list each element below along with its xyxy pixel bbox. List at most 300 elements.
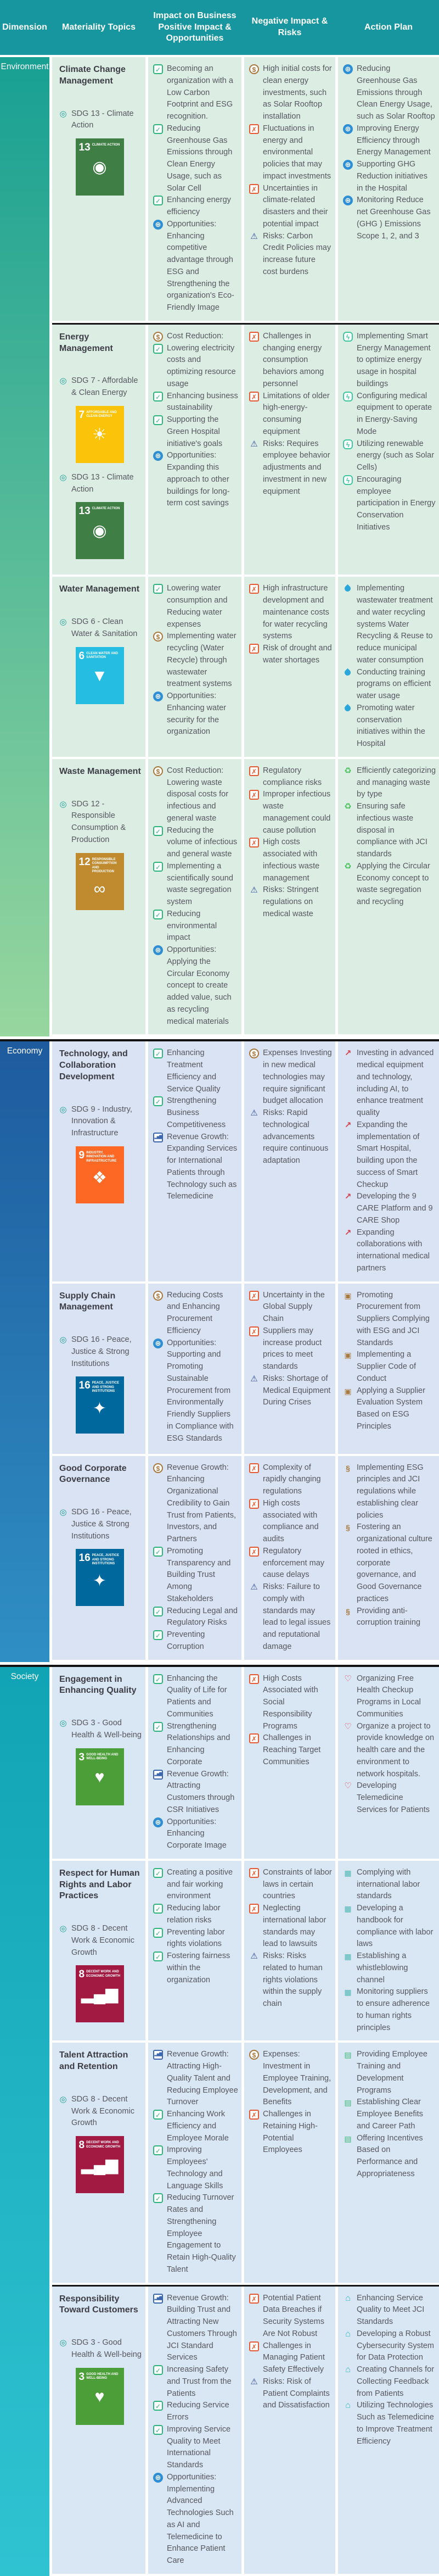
action-bullet: [343, 1047, 436, 1119]
negative-bullet: [249, 1498, 332, 1546]
materiality-row: [52, 1456, 439, 1660]
action-cell: [338, 325, 439, 575]
negative-cell: [244, 325, 335, 575]
negative-bullet: [249, 1950, 332, 2010]
positive-bullet: [153, 583, 238, 631]
bullet-text: Potential Patient Data Breaches if Security Systems Are Not Robust: [263, 2293, 324, 2338]
bullet-text: Reducing Turnover Rates and Strengthening Employee Engagement to Retain High-Quality Talent: [167, 2193, 236, 2274]
xbox-icon: ✗: [249, 1463, 259, 1473]
sdg-tile: [76, 1146, 124, 1203]
topic-cell: [52, 1041, 145, 1281]
positive-bullet: [153, 2424, 238, 2472]
target-icon: ◎: [59, 2338, 67, 2348]
negative-cell: [244, 1667, 335, 1859]
action-bullet: [343, 2293, 436, 2328]
materiality-row: [52, 2043, 439, 2282]
bullet-text: Limitations of older high-energy-consuming equipment: [263, 391, 330, 436]
sdg-tile-caption: DECENT WORK AND ECONOMIC GROWTH: [86, 2141, 121, 2149]
money-icon: $: [249, 64, 259, 74]
bullet-text: Developing a Robust Cybersecurity System for Data Protection: [357, 2329, 435, 2362]
check-icon: ✓: [153, 344, 163, 354]
action-bullet: [343, 2400, 436, 2447]
scroll-icon: §: [346, 1607, 350, 1616]
action-bullet: [343, 1191, 436, 1226]
bullet-text: Risks: Shortage of Medical Equipment During Crises: [263, 1374, 331, 1407]
bullet-text: Reducing Greenhouse Gas Emissions through Clean Energy Usage, such as Solar Cell: [167, 124, 233, 193]
dimension-label: Environment: [1, 62, 49, 71]
money-icon: $: [153, 766, 163, 776]
positive-cell: [148, 325, 241, 575]
bullet-text: Creating Channels for Collecting Feedback from Patients: [357, 2365, 435, 2398]
materiality-row: [52, 57, 439, 321]
bullet-text: Challenges in changing energy consumption behaviors among personnel: [263, 331, 324, 388]
bullet-text: Investing in advanced medical equipment and technology, including AI, to enhance treatment quality: [357, 1049, 434, 1118]
topic-title: Responsibility Toward Customers: [59, 2294, 138, 2315]
topic-title: Respect for Human Rights and Labor Practices: [59, 1868, 140, 1901]
bullet-text: Revenue Growth: Expanding Services for International Patients through Technology such as Telemedicine: [167, 1132, 238, 1201]
bullet-text: High Costs Associated with Social Responsibility Programs: [263, 1674, 318, 1731]
bullet-text: Organizing Free Health Checkup Programs in Local Communities: [357, 1674, 421, 1719]
action-cell: [338, 1456, 439, 1660]
check-icon: ✓: [153, 826, 163, 836]
sdg-tile-header: [79, 2372, 121, 2382]
bullet-text: Reducing the volume of infectious and general waste: [167, 826, 238, 859]
positive-bullet: [153, 63, 238, 123]
positive-bullet: [153, 765, 238, 825]
negative-bullet: [249, 2049, 332, 2109]
sdg-label-text: SDG 3 - Good Health & Well-being: [71, 1719, 142, 1739]
action-bullet: [343, 474, 436, 534]
check-icon: ✓: [153, 2401, 163, 2411]
bullet-text: Risks: Risks related to human rights violations within the supply chain: [263, 1951, 323, 2009]
battery-icon: ϟ: [343, 475, 353, 485]
bullet-text: Promoting Transparency and Building Trust Among Stakeholders: [167, 1546, 231, 1603]
bullet-text: Opportunities: Enhancing water security for the organization: [167, 692, 227, 737]
sdg-tile-number: 16: [78, 1552, 91, 1564]
globe-icon: ⊕: [343, 124, 353, 134]
header-materiality-topics: Materiality Topics: [62, 22, 136, 32]
rows-container: [52, 1667, 439, 2576]
bullet-text: Improving Energy Efficiency through Energy Management: [357, 124, 431, 157]
negative-cell: [244, 2043, 335, 2282]
sdg-tile-number: 6: [78, 650, 85, 662]
bullet-text: Challenges in Managing Patient Safety Effectively: [263, 2341, 325, 2374]
section-economy: [0, 1039, 439, 1661]
bullet-text: Encouraging employee participation in Energy Conservation Initiatives: [357, 475, 436, 532]
positive-bullet: [153, 1047, 238, 1095]
target-icon: ◎: [59, 799, 67, 809]
battery-icon: ϟ: [343, 332, 353, 342]
action-bullet: [343, 438, 436, 474]
positive-bullet: [153, 690, 238, 738]
topic-cell: [52, 1456, 145, 1660]
bullet-text: Regulatory enforcement may cause delays: [263, 1546, 325, 1580]
risk-icon: ⚠: [250, 885, 258, 895]
globe-icon: ⊕: [153, 1817, 163, 1827]
sdg-label-text: SDG 13 - Climate Action: [71, 472, 134, 494]
bullet-text: Implementing a scientifically sound waste segregation system: [167, 861, 233, 907]
heart-icon: ♡: [344, 1721, 352, 1731]
drop-icon: [343, 584, 353, 594]
bullet-text: Opportunities: Supporting and Promoting Sustainable Procurement from Environmentally Friendly Suppliers in Compliance with ESG Standards: [167, 1338, 234, 1443]
header-negative-impact: Negative Impact & Risks: [251, 16, 328, 37]
action-cell: [338, 577, 439, 757]
positive-bullet: [153, 1769, 238, 1816]
bullet-text: Enhancing Work Efficiency and Employee Morale: [167, 2110, 229, 2143]
header-positive-impact: Impact on Business Positive Impact & Opportunities: [153, 10, 237, 43]
sdg-tile: [76, 138, 124, 196]
bullet-text: Complying with international labor standards: [357, 1867, 420, 1901]
xbox-icon: ✗: [249, 2341, 259, 2351]
xbox-icon: ✗: [249, 124, 259, 134]
sdg-tile-glyph: ◉: [92, 158, 107, 177]
action-cell: [338, 2043, 439, 2282]
chart-icon: ▂▅▇: [153, 2294, 163, 2304]
action-bullet: [343, 667, 436, 702]
risk-icon: ⚠: [250, 231, 258, 241]
action-bullet: [343, 1605, 436, 1630]
positive-bullet: [153, 2049, 238, 2109]
building-icon: ▦: [344, 1868, 352, 1877]
action-bullet: [343, 2364, 436, 2400]
recycle-icon: ♻: [344, 802, 352, 812]
xbox-icon: ✗: [249, 1291, 259, 1301]
bullet-text: Strengthening Relationships and Enhancing Corporate: [167, 1721, 230, 1766]
xbox-icon: ✗: [249, 392, 259, 402]
positive-cell: [148, 1284, 241, 1454]
target-icon: ◎: [59, 1508, 67, 1518]
negative-cell: [244, 1284, 335, 1454]
action-bullet: [343, 2133, 436, 2181]
topic-cell: [52, 2043, 145, 2282]
risk-icon: ⚠: [250, 1108, 258, 1118]
idcard-icon: ▤: [344, 2134, 352, 2143]
sdg-tile-caption: PEACE, JUSTICE AND STRONG INSTITUTIONS: [92, 1554, 119, 1566]
topic-cell: [52, 1284, 145, 1454]
bullet-text: Expanding the implementation of Smart Hospital, building upon the success of Smart Checkup: [357, 1120, 420, 1189]
bullet-text: Fostering an organizational culture rooted in ethics, corporate governance, and Good Governance practices: [357, 1523, 432, 1603]
materiality-row: [52, 1041, 439, 1281]
risk-icon: ⚠: [250, 1951, 258, 1961]
target-icon: ◎: [59, 1105, 67, 1114]
sdg-tile-caption: INDUSTRY, INNOVATION AND INFRASTRUCTURE: [86, 1151, 117, 1163]
positive-bullet: [153, 1131, 238, 1203]
check-icon: ✓: [153, 862, 163, 872]
bullet-text: Enhancing Service Quality to Meet JCI Standards: [357, 2293, 425, 2327]
negative-bullet: [249, 1107, 332, 1167]
xbox-icon: ✗: [249, 332, 259, 342]
positive-bullet: [153, 1903, 238, 1927]
globe-icon: ⊕: [153, 2473, 163, 2483]
sdg-tile-glyph: ♥: [94, 2387, 105, 2406]
check-icon: ✓: [153, 196, 163, 205]
sdg-tile-number: 16: [78, 1380, 91, 1392]
money-icon: $: [153, 332, 163, 342]
check-icon: ✓: [153, 2365, 163, 2375]
money-icon: $: [153, 1291, 163, 1301]
check-icon: ✓: [153, 64, 163, 74]
bullet-text: Developing the 9 CARE Platform and 9 CARE Shop: [357, 1192, 433, 1225]
target-icon: ◎: [59, 2094, 67, 2104]
materiality-row: [52, 2285, 439, 2574]
bullet-text: Lowering water consumption and Reducing water expenses: [167, 584, 228, 629]
materiality-row: [52, 759, 439, 1035]
sdg-label-text: SDG 7 - Affordable & Clean Energy: [71, 376, 138, 398]
negative-bullet: [249, 231, 332, 278]
sdg-tile-number: 12: [78, 856, 91, 868]
bullet-text: Revenue Growth: Attracting Customers through CSR Initiatives: [167, 1769, 235, 1814]
topic-cell: [52, 1861, 145, 2041]
sdg-tile: [76, 1748, 124, 1805]
sdg-label-text: SDG 6 - Clean Water & Sanitation: [71, 617, 138, 638]
action-bullet: [343, 2328, 436, 2364]
sdg-label-text: SDG 8 - Decent Work & Economic Growth: [71, 2094, 134, 2128]
sdg-tile-header: [79, 142, 121, 153]
bullet-text: Expenses Investing in new medical technologies may require significant budget allocation: [263, 1049, 332, 1106]
bullet-text: Opportunities: Applying the Circular Economy concept to create added value, such as recycling medical materials: [167, 945, 232, 1026]
bullet-text: Uncertainties in climate-related disasters and their potential impact: [263, 183, 328, 228]
positive-bullet: [153, 1867, 238, 1903]
positive-bullet: [153, 1095, 238, 1131]
action-bullet: [343, 1349, 436, 1385]
topic-cell: [52, 759, 145, 1035]
sdg-tile-header: [79, 1969, 121, 1980]
xbox-icon: ✗: [249, 790, 259, 800]
bullet-text: Implementing a Supplier Code of Conduct: [357, 1350, 417, 1383]
dimension-label: Economy: [7, 1046, 43, 1056]
sdg-tile: [76, 853, 124, 910]
bullet-text: Conducting training programs on efficient water usage: [357, 667, 431, 701]
sdg-label: [58, 472, 142, 496]
target-icon: ◎: [59, 109, 67, 119]
dimension-sidebar: [0, 1041, 49, 1661]
action-bullet: [343, 2049, 436, 2097]
xbox-icon: ✗: [249, 838, 259, 847]
bullet-text: Establishing a whistleblowing channel: [357, 1951, 408, 1984]
topic-title: Engagement in Enhancing Quality: [59, 1674, 137, 1696]
sdg-tile-header: [79, 506, 121, 516]
check-icon: ✓: [153, 1630, 163, 1640]
action-bullet: [343, 1903, 436, 1950]
positive-bullet: [153, 1546, 238, 1605]
target-icon: ◎: [59, 1924, 67, 1934]
bullet-text: Risk of drought and water shortages: [263, 644, 332, 665]
action-cell: [338, 1861, 439, 2041]
scroll-icon: §: [346, 1463, 350, 1473]
bullet-text: Promoting Procurement from Suppliers Complying with ESG and JCI Standards: [357, 1290, 430, 1347]
topic-title: Supply Chain Management: [59, 1291, 116, 1312]
topic-cell: [52, 2287, 145, 2574]
sdg-label: [58, 1104, 142, 1140]
xbox-icon: ✗: [249, 1499, 259, 1509]
positive-cell: [148, 57, 241, 321]
action-bullet: [343, 1721, 436, 1781]
negative-bullet: [249, 1047, 332, 1107]
sdg-tile-caption: GOOD HEALTH AND WELL-BEING: [86, 1753, 119, 1761]
positive-bullet: [153, 908, 238, 944]
bullet-text: Enhancing the Quality of Life for Patients and Communities: [167, 1674, 227, 1719]
positive-bullet: [153, 1927, 238, 1951]
sdg-tile: [76, 1965, 124, 2022]
topic-title: Energy Management: [59, 332, 113, 353]
check-icon: ✓: [153, 2193, 163, 2203]
check-icon: ✓: [153, 1722, 163, 1732]
bullet-text: Opportunities: Implementing Advanced Technologies Such as AI and Telemedicine to Enhance Patient Care: [167, 2472, 234, 2566]
box-icon: ▣: [344, 1351, 352, 1360]
action-bullet: [343, 63, 436, 123]
risk-icon: ⚠: [250, 1374, 258, 1384]
check-icon: ✓: [153, 910, 163, 919]
bullet-text: Providing Employee Training and Development Programs: [357, 2050, 427, 2095]
sdg-tile-glyph: ♥: [94, 1767, 105, 1786]
bullet-text: Reducing Greenhouse Gas Emissions through Clean Energy Usage, such as Solar Rooftop: [357, 64, 435, 121]
dimension-sidebar: [0, 57, 49, 1036]
sdg-label: [58, 108, 142, 132]
check-icon: ✓: [153, 1674, 163, 1684]
topic-cell: [52, 325, 145, 575]
bullet-text: Implementing water recycling (Water Recycle) through wastewater treatment systems: [167, 632, 237, 689]
negative-cell: [244, 759, 335, 1035]
bullet-text: Neglecting international labor standards may lead to lawsuits: [263, 1904, 327, 1949]
sdg-label: [58, 375, 142, 399]
positive-bullet: [153, 631, 238, 690]
bullet-text: Implementing wastewater treatment and water recycling systems Water Recycling & Reuse to reduce municipal water consumption: [357, 584, 433, 665]
bullet-text: Providing anti-corruption training: [357, 1606, 421, 1627]
positive-bullet: [153, 2364, 238, 2400]
action-cell: [338, 1667, 439, 1859]
negative-bullet: [249, 789, 332, 837]
action-bullet: [343, 1119, 436, 1191]
bullet-text: Strengthening Business Competitiveness: [167, 1096, 226, 1129]
hospital-icon: ⌂: [345, 2365, 351, 2375]
negative-bullet: [249, 63, 332, 123]
sdg-label-text: SDG 13 - Climate Action: [71, 109, 134, 130]
bullet-text: Utilizing renewable energy (such as Solar Cells): [357, 439, 435, 472]
sdg-tile: [76, 502, 124, 559]
sdg-tile-header: [79, 410, 121, 420]
materiality-row: [52, 1861, 439, 2041]
check-icon: ✓: [153, 1928, 163, 1938]
xbox-icon: ✗: [249, 184, 259, 194]
target-icon: ◎: [59, 617, 67, 627]
materiality-row: [52, 577, 439, 757]
bullet-text: Enhancing energy efficiency: [167, 196, 231, 216]
positive-bullet: [153, 2109, 238, 2144]
xbox-icon: ✗: [249, 2110, 259, 2120]
sdg-tile-glyph: ☀: [92, 425, 107, 444]
globe-icon: ⊕: [153, 451, 163, 461]
bullet-text: Increasing Safety and Trust from the Patients: [167, 2365, 232, 2398]
bullet-text: Applying a Supplier Evaluation System Based on ESG Principles: [357, 1386, 425, 1431]
sdg-tile-caption: RESPONSIBLE CONSUMPTION AND PRODUCTION: [92, 857, 117, 874]
bullet-text: Offering Incentives Based on Performance and Appropriateness: [357, 2133, 423, 2178]
xbox-icon: ✗: [249, 1326, 259, 1336]
negative-bullet: [249, 438, 332, 498]
check-icon: ✓: [153, 1096, 163, 1106]
positive-bullet: [153, 1673, 238, 1721]
action-bullet: [343, 801, 436, 861]
sdg-label-text: SDG 9 - Industry, Innovation & Infrastructure: [71, 1105, 132, 1138]
sdg-tile-caption: CLIMATE ACTION: [92, 507, 120, 511]
bullet-text: Challenges in Reaching Target Communities: [263, 1733, 321, 1766]
sdg-tile-glyph: ∞: [93, 879, 106, 898]
bullet-text: Fostering fairness within the organization: [167, 1951, 230, 1984]
bullet-text: Reducing Service Errors: [167, 2401, 229, 2422]
negative-bullet: [249, 1462, 332, 1498]
bullet-text: Reducing Costs and Enhancing Procurement Efficiency: [167, 1290, 223, 1335]
negative-bullet: [249, 1290, 332, 1325]
negative-cell: [244, 2287, 335, 2574]
xbox-icon: ✗: [249, 1904, 259, 1914]
bullet-text: Utilizing Technologies Such as Telemedicine to Improve Treatment Efficiency: [357, 2401, 434, 2446]
sdg-tile-caption: CLEAN WATER AND SANITATION: [86, 651, 119, 660]
table-header: [0, 0, 439, 55]
sdg-label-text: SDG 12 - Responsible Consumption & Production: [71, 799, 126, 844]
globe-icon: ⊕: [343, 160, 353, 170]
hospital-icon: ⌂: [345, 2401, 351, 2411]
building-icon: ▦: [344, 1904, 352, 1914]
chart-icon: ▂▅▇: [153, 1133, 163, 1142]
positive-bullet: [153, 331, 238, 343]
target-icon: ◎: [59, 1335, 67, 1345]
globe-icon: ⊕: [343, 196, 353, 205]
bullet-text: Cost Reduction:: [167, 331, 224, 341]
bullet-text: Preventing labor rights violations: [167, 1927, 225, 1949]
positive-bullet: [153, 450, 238, 510]
risk-icon: ⚠: [250, 439, 258, 449]
topic-title: Waste Management: [59, 766, 141, 776]
bullet-text: Applying the Circular Economy concept to waste segregation and recycling: [357, 861, 430, 907]
bullet-text: Monitoring Reduce net Greenhouse Gas (GHG ) Emissions Scope 1, 2, and 3: [357, 196, 431, 241]
section-society: [0, 1665, 439, 2576]
sdg-tile: [76, 1376, 124, 1434]
negative-bullet: [249, 1325, 332, 1373]
check-icon: ✓: [153, 1049, 163, 1058]
bullet-text: Risks: Requires employee behavior adjustments and investment in new equipment: [263, 439, 330, 496]
check-icon: ✓: [153, 415, 163, 425]
target-icon: ◎: [59, 1719, 67, 1729]
bullet-text: Creating a positive and fair working environment: [167, 1867, 233, 1901]
bullet-text: Opportunities: Expanding this approach to other buildings for long-term cost savings: [167, 451, 230, 508]
negative-bullet: [249, 884, 332, 920]
bullet-text: Improving Employees' Technology and Language Skills: [167, 2145, 223, 2190]
hospital-icon: ⌂: [345, 2329, 351, 2339]
sdg-label: [58, 2094, 142, 2129]
sdg-tile-header: [79, 1752, 121, 1763]
check-icon: ✓: [153, 124, 163, 134]
bullet-text: Ensuring safe infectious waste disposal in compliance with JCI standards: [357, 802, 427, 859]
sdg-tile-caption: GOOD HEALTH AND WELL-BEING: [86, 2372, 119, 2380]
sdg-tile: [76, 647, 124, 704]
bullet-text: Developing Telemedicine Services for Patients: [357, 1781, 430, 1814]
positive-bullet: [153, 2472, 238, 2567]
negative-bullet: [249, 1673, 332, 1733]
sdg-tile: [76, 1549, 124, 1606]
check-icon: ✓: [153, 584, 163, 594]
dimension-sidebar: [0, 1667, 49, 2576]
xbox-icon: ✗: [249, 644, 259, 654]
action-bullet: [343, 765, 436, 801]
check-icon: ✓: [153, 1904, 163, 1914]
action-bullet: [343, 1521, 436, 1605]
negative-bullet: [249, 1867, 332, 1903]
sdg-tile-number: 3: [78, 1751, 85, 1763]
xbox-icon: ✗: [249, 1674, 259, 1684]
bullet-text: Challenges in Retaining High-Potential Employees: [263, 2110, 318, 2155]
risk-icon: ⚠: [250, 2377, 258, 2387]
positive-bullet: [153, 861, 238, 908]
bullet-text: Supporting the Green Hospital initiative's goals: [167, 415, 223, 448]
